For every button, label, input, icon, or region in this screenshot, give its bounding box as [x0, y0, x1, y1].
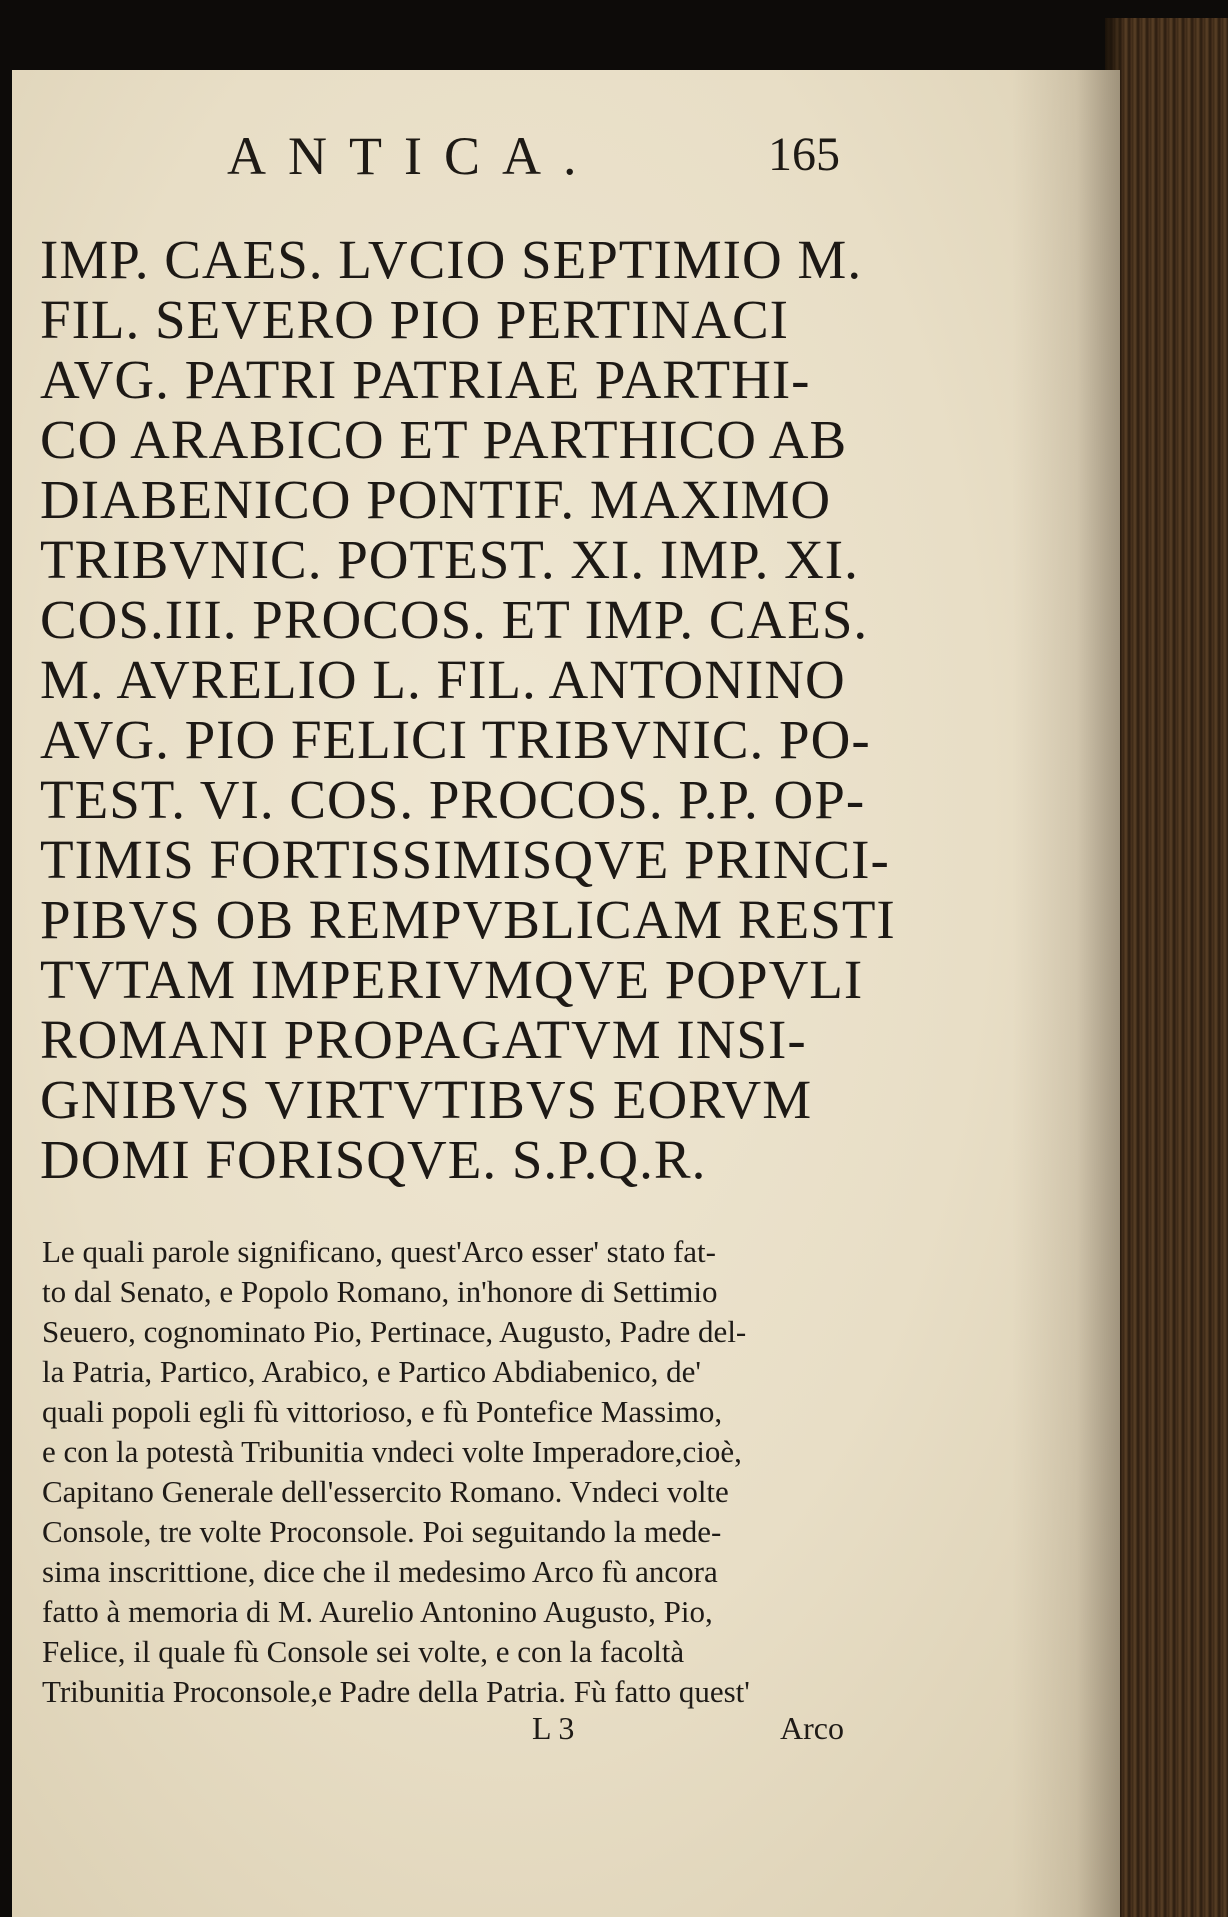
page-curl-shadow: [1012, 70, 1120, 1917]
commentary-line: to dal Senato, e Popolo Romano, in'honore di Settimio: [42, 1274, 718, 1309]
inscription-line: COS.III. PROCOS. ET IMP. CAES.: [40, 589, 869, 650]
inscription-line: TEST. VI. COS. PROCOS. P.P. OP-: [40, 769, 866, 830]
page-header: [12, 125, 1120, 195]
commentary-line: Tribunitia Proconsole,e Padre della Patria. Fù fatto quest': [42, 1674, 750, 1709]
inscription-line: CO ARABICO ET PARTHICO AB: [40, 409, 848, 470]
page: [12, 70, 1120, 1917]
page-footer: [12, 1710, 1120, 1760]
commentary-line: Felice, il quale fù Console sei volte, e con la facoltà: [42, 1634, 685, 1669]
commentary-line: Capitano Generale dell'essercito Romano. Vndeci volte: [42, 1474, 729, 1509]
inscription-line: FIL. SEVERO PIO PERTINACI: [40, 289, 789, 350]
commentary-line: fatto à memoria di M. Aurelio Antonino Augusto, Pio,: [42, 1594, 713, 1629]
commentary-line: sima inscrittione, dice che il medesimo Arco fù ancora: [42, 1554, 718, 1589]
commentary-line: Seuero, cognominato Pio, Pertinace, Augusto, Padre del-: [42, 1314, 747, 1349]
running-head: ANTICA.: [227, 126, 599, 186]
inscription-line: IMP. CAES. LVCIO SEPTIMIO M.: [40, 229, 863, 290]
inscription-line: M. AVRELIO L. FIL. ANTONINO: [40, 649, 846, 710]
inscription-line: AVG. PIO FELICI TRIBVNIC. PO-: [40, 709, 871, 770]
inscription-line: GNIBVS VIRTVTIBVS EORVM: [40, 1069, 813, 1130]
inscription-line: PIBVS OB REMPVBLICAM RESTI: [40, 889, 896, 950]
inscription-line: DOMI FORISQVE. S.P.Q.R.: [40, 1129, 707, 1190]
inscription-block: [40, 230, 930, 1190]
commentary-line: e con la potestà Tribunitia vndeci volte Imperadore,cioè,: [42, 1434, 742, 1469]
inscription-line: DIABENICO PONTIF. MAXIMO: [40, 469, 832, 530]
page-number: 165: [768, 128, 840, 181]
inscription-line: AVG. PATRI PATRIAE PARTHI-: [40, 349, 811, 410]
commentary-line: quali popoli egli fù vittorioso, e fù Pontefice Massimo,: [42, 1394, 723, 1429]
commentary-line: la Patria, Partico, Arabico, e Partico Abdiabenico, de': [42, 1354, 701, 1389]
inscription-line: TVTAM IMPERIVMQVE POPVLI: [40, 949, 864, 1010]
commentary-line: Console, tre volte Proconsole. Poi seguitando la mede-: [42, 1514, 722, 1549]
signature-mark: L 3: [532, 1710, 575, 1746]
commentary-paragraph: [42, 1232, 922, 1712]
inscription-line: TRIBVNIC. POTEST. XI. IMP. XI.: [40, 529, 859, 590]
inscription-line: TIMIS FORTISSIMISQVE PRINCI-: [40, 829, 890, 890]
commentary-line: Le quali parole significano, quest'Arco esser' stato fat-: [42, 1234, 716, 1269]
inscription-line: ROMANI PROPAGATVM INSI-: [40, 1009, 807, 1070]
catchword: Arco: [780, 1710, 844, 1746]
